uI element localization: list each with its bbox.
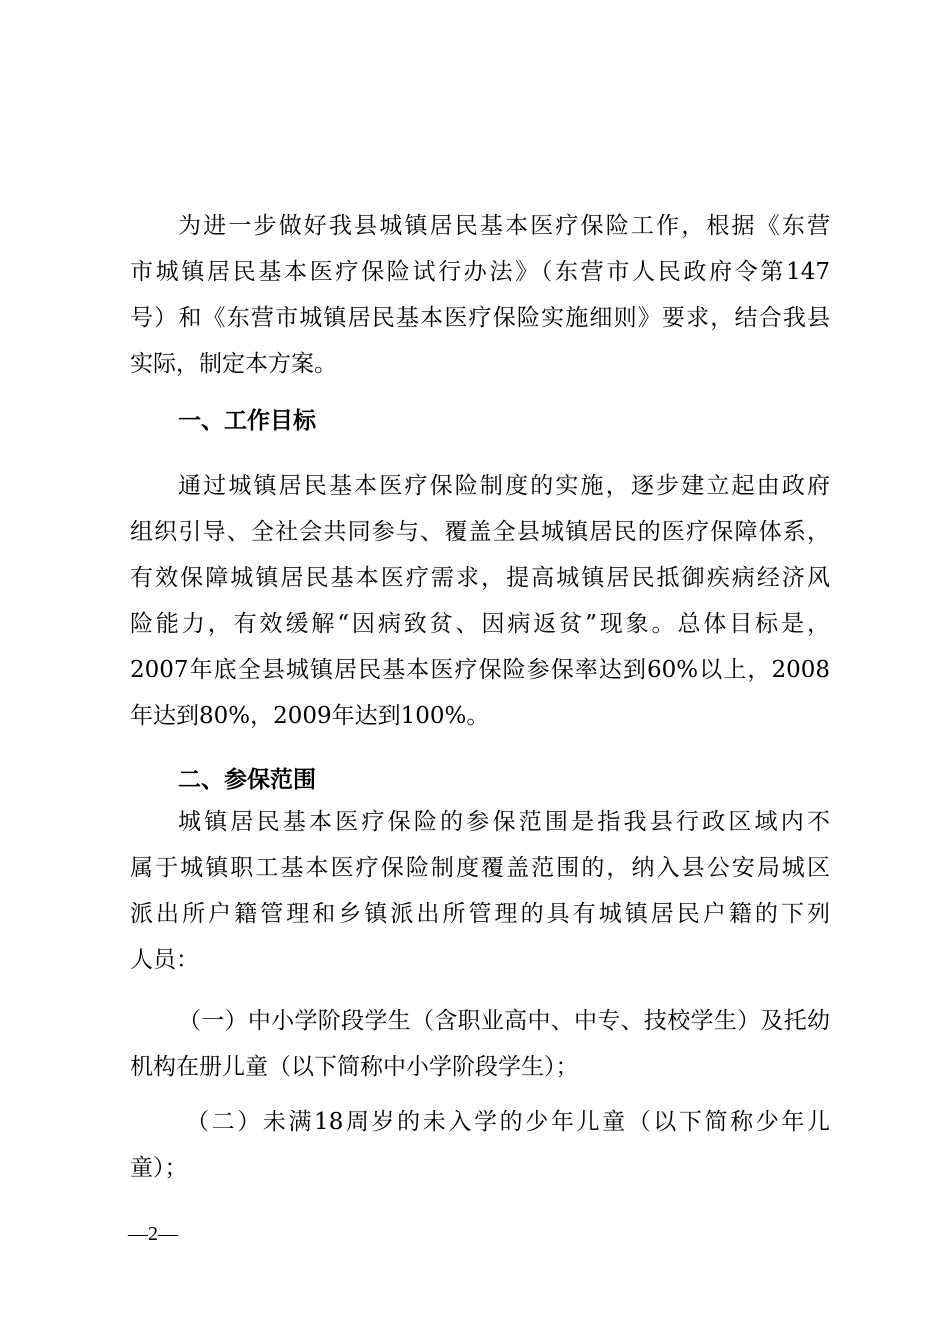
item-2-line-2: 童）； — [130, 1155, 188, 1181]
intro-line-1: 为进一步做好我县城镇居民基本医疗保险工作，根据《东营 — [178, 213, 830, 239]
section-2-heading: 二、参保范围 — [178, 767, 316, 793]
item-1-line-1: （一）中小学阶段学生（含职业高中、中专、技校学生）及托幼 — [178, 1008, 830, 1034]
section-1-line-3: 有效保障城镇居民基本医疗需求，提高城镇居民抵御疾病经济风 — [130, 565, 830, 591]
section-1-heading: 一、工作目标 — [178, 408, 316, 434]
item-1-line-2: 机构在册儿童（以下简称中小学阶段学生）； — [130, 1054, 579, 1080]
section-2-line-2: 属于城镇职工基本医疗保险制度覆盖范围的，纳入县公安局城区 — [130, 855, 830, 881]
section-2-line-3: 派出所户籍管理和乡镇派出所管理的具有城镇居民户籍的下列 — [130, 901, 830, 927]
page-number: —2— — [128, 1223, 178, 1245]
intro-line-3: 号）和《东营市城镇居民基本医疗保险实施细则》要求，结合我县 — [130, 305, 830, 331]
section-1-line-5: 2007年底全县城镇居民基本医疗保险参保率达到60%以上，2008 — [130, 657, 830, 683]
section-1-line-4: 险能力，有效缓解“因病致贫、因病返贫”现象。总体目标是， — [130, 611, 830, 637]
section-1-line-6: 年达到80%，2009年达到100%。 — [130, 703, 490, 729]
section-1-line-1: 通过城镇居民基本医疗保险制度的实施，逐步建立起由政府 — [178, 473, 830, 499]
intro-line-4: 实际，制定本方案。 — [130, 351, 337, 377]
item-2-line-1: （二）未满18周岁的未入学的少年儿童（以下简称少年儿 — [186, 1109, 830, 1135]
section-2-line-4: 人员： — [130, 947, 199, 973]
intro-line-2: 市城镇居民基本医疗保险试行办法》（东营市人民政府令第147 — [130, 259, 830, 285]
section-1-line-2: 组织引导、全社会共同参与、覆盖全县城镇居民的医疗保障体系， — [130, 519, 830, 545]
section-2-line-1: 城镇居民基本医疗保险的参保范围是指我县行政区域内不 — [178, 809, 830, 835]
